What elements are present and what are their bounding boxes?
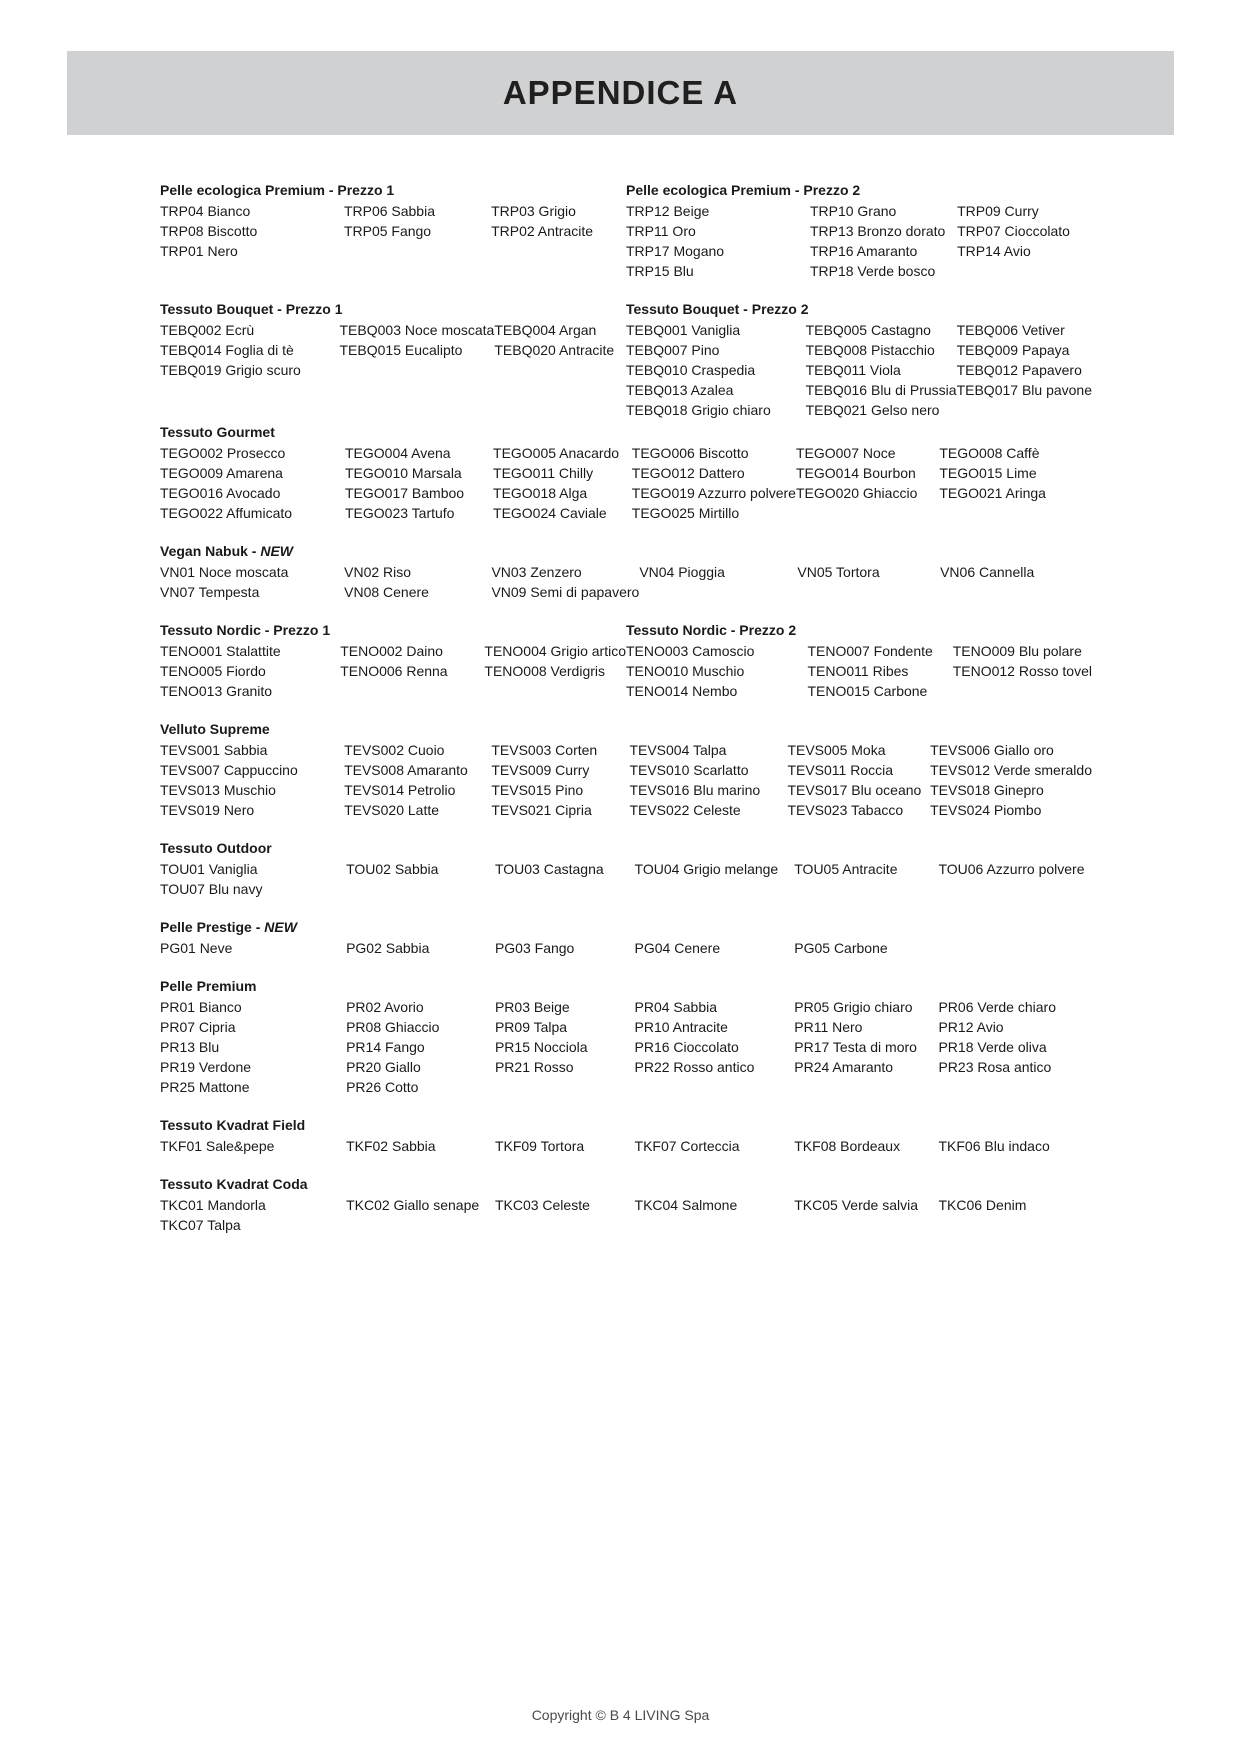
color-item: TKC02 Giallo senape — [346, 1197, 480, 1213]
color-item: PR06 Verde chiaro — [938, 999, 1056, 1015]
color-item: PR13 Blu — [160, 1039, 220, 1055]
color-item: TEGO024 Caviale — [493, 505, 607, 521]
section-band — [160, 838, 1092, 899]
color-item: TEVS013 Muschio — [160, 782, 276, 798]
color-item: TKF09 Tortora — [494, 1138, 585, 1154]
section-title — [160, 180, 626, 200]
color-item: PG05 Carbone — [794, 940, 888, 956]
color-item: TEGO025 Mirtillo — [631, 505, 740, 521]
section-band — [160, 1115, 1092, 1156]
color-item: TEBQ003 Noce moscata — [339, 322, 495, 338]
color-item: TEVS014 Petrolio — [344, 782, 456, 798]
page-title: APPENDICE A — [502, 74, 739, 111]
color-item: TEGO012 Dattero — [631, 465, 745, 481]
color-item: TOU07 Blu navy — [160, 881, 263, 897]
color-item: TRP06 Sabbia — [343, 203, 435, 219]
color-item: TEBQ010 Craspedia — [626, 362, 756, 378]
color-grid — [160, 938, 1092, 958]
color-item: TENO008 Verdigris — [484, 663, 605, 679]
section-title — [160, 422, 1092, 442]
section-band — [160, 917, 1092, 958]
color-item: TEVS016 Blu marino — [629, 782, 761, 798]
section-title — [626, 620, 1092, 640]
color-item: TKF01 Sale&pepe — [160, 1138, 275, 1154]
color-item: TEGO020 Ghiaccio — [795, 485, 918, 501]
header-bar — [67, 51, 1174, 135]
color-item: TEBQ013 Azalea — [626, 382, 734, 398]
color-item: TOU06 Azzurro polvere — [938, 861, 1085, 877]
section-title-text: Pelle Premium — [160, 978, 257, 994]
color-item: TEVS004 Talpa — [629, 742, 727, 758]
color-item: TEGO004 Avena — [345, 445, 451, 461]
color-item: TOU03 Castagna — [494, 861, 604, 877]
section-tessuto-nordic-prezzo-2 — [626, 620, 1092, 701]
color-item: TENO002 Daino — [340, 643, 443, 659]
color-item: PR04 Sabbia — [634, 999, 718, 1015]
color-item: TEBQ021 Gelso nero — [805, 402, 940, 418]
color-item: TKC03 Celeste — [494, 1197, 590, 1213]
color-item: TRP08 Biscotto — [160, 223, 258, 239]
color-item: TEBQ007 Pino — [626, 342, 720, 358]
color-grid — [626, 320, 1092, 420]
color-item: TEBQ008 Pistacchio — [805, 342, 935, 358]
color-item: TRP12 Beige — [626, 203, 710, 219]
color-item: TENO004 Grigio artico — [484, 643, 626, 659]
section-pelle-premium — [160, 976, 1092, 1097]
color-item: TEBQ015 Eucalipto — [339, 342, 463, 358]
color-item: TENO011 Ribes — [807, 663, 909, 679]
color-item: TEGO011 Chilly — [493, 465, 594, 481]
color-item: PR07 Cipria — [160, 1019, 236, 1035]
color-item: TEVS002 Cuoio — [344, 742, 445, 758]
color-item: TENO010 Muschio — [626, 663, 745, 679]
color-item: TEVS012 Verde smeraldo — [930, 762, 1092, 778]
footer — [0, 1705, 1241, 1725]
color-item: PR09 Talpa — [494, 1019, 568, 1035]
color-item: TEVS023 Tabacco — [787, 802, 904, 818]
color-item: TKC06 Denim — [938, 1197, 1027, 1213]
color-item: TEVS010 Scarlatto — [629, 762, 749, 778]
color-item: PR22 Rosso antico — [634, 1059, 755, 1075]
color-item: TOU01 Vaniglia — [160, 861, 258, 877]
color-item: PR24 Amaranto — [794, 1059, 894, 1075]
color-item: TEBQ020 Antracite — [494, 342, 615, 358]
color-item: PR18 Verde oliva — [938, 1039, 1047, 1055]
color-item: TEGO021 Aringa — [939, 485, 1046, 501]
section-tessuto-bouquet-prezzo-1 — [160, 299, 626, 420]
color-item: TENO009 Blu polare — [952, 643, 1082, 659]
color-item: TEBQ011 Viola — [805, 362, 901, 378]
color-item: TENO003 Camoscio — [626, 643, 755, 659]
color-item: TEGO017 Bamboo — [345, 485, 465, 501]
color-item: TEGO015 Lime — [939, 465, 1037, 481]
section-velluto-supreme — [160, 719, 1092, 820]
color-item: TEVS018 Ginepro — [930, 782, 1044, 798]
color-item: VN04 Pioggia — [639, 564, 725, 580]
section-tessuto-bouquet-prezzo-2 — [626, 299, 1092, 420]
color-item: TEVS005 Moka — [787, 742, 886, 758]
color-item: TEGO009 Amarena — [160, 465, 283, 481]
color-item: TEGO014 Bourbon — [795, 465, 916, 481]
color-grid — [160, 320, 626, 380]
color-item: TEVS020 Latte — [344, 802, 440, 818]
color-item: TKC07 Talpa — [160, 1217, 241, 1233]
section-band — [160, 976, 1092, 1097]
color-item: PR14 Fango — [346, 1039, 425, 1055]
color-item: PR17 Testa di moro — [794, 1039, 917, 1055]
color-item: TENO007 Fondente — [807, 643, 933, 659]
color-item: TRP03 Grigio — [491, 203, 576, 219]
section-title-text: Tessuto Outdoor — [160, 840, 272, 856]
color-item: TRP13 Bronzo dorato — [809, 223, 946, 239]
section-tessuto-gourmet — [160, 422, 1092, 523]
section-title — [160, 719, 1092, 739]
color-item: TKC04 Salmone — [634, 1197, 738, 1213]
color-item: TEBQ005 Castagno — [805, 322, 931, 338]
section-title-text: Tessuto Nordic - Prezzo 2 — [626, 622, 797, 638]
section-title — [160, 976, 1092, 996]
color-item: PR20 Giallo — [346, 1059, 421, 1075]
section-title — [160, 541, 1092, 561]
section-title-text: Pelle ecologica Premium - Prezzo 1 — [160, 182, 395, 198]
color-item: PG01 Neve — [160, 940, 233, 956]
new-badge: NEW — [260, 543, 294, 559]
color-item: PR25 Mattone — [160, 1079, 250, 1095]
new-badge: NEW — [264, 919, 297, 935]
color-item: PR23 Rosa antico — [938, 1059, 1052, 1075]
section-title-text: Tessuto Nordic - Prezzo 1 — [160, 622, 331, 638]
color-item: TRP02 Antracite — [491, 223, 594, 239]
color-item: TRP05 Fango — [343, 223, 432, 239]
section-band — [160, 719, 1092, 820]
section-title-text: Tessuto Kvadrat Coda — [160, 1176, 308, 1192]
section-title — [160, 838, 1092, 858]
color-grid — [160, 740, 1092, 820]
color-item: PR03 Beige — [494, 999, 570, 1015]
color-grid — [160, 1195, 1092, 1235]
color-item: PG02 Sabbia — [346, 940, 430, 956]
color-item: TENO006 Renna — [340, 663, 448, 679]
color-item: TKC01 Mandorla — [160, 1197, 266, 1213]
color-item: TEBQ017 Blu pavone — [956, 382, 1092, 398]
color-item: TKF08 Bordeaux — [794, 1138, 901, 1154]
color-item: VN08 Cenere — [344, 584, 429, 600]
color-item: VN02 Riso — [344, 564, 412, 580]
color-item: TRP09 Curry — [957, 203, 1039, 219]
color-item: TRP01 Nero — [160, 243, 238, 259]
section-title — [160, 917, 1092, 937]
color-item: PR15 Nocciola — [494, 1039, 588, 1055]
color-item: TEGO018 Alga — [493, 485, 588, 501]
section-band — [160, 299, 1092, 420]
color-item: TEGO006 Biscotto — [631, 445, 749, 461]
color-item: TEVS017 Blu oceano — [787, 782, 922, 798]
section-tessuto-outdoor — [160, 838, 1092, 899]
color-item: PR08 Ghiaccio — [346, 1019, 440, 1035]
color-item: TRP04 Bianco — [160, 203, 251, 219]
color-item: TEGO010 Marsala — [345, 465, 462, 481]
color-item: TENO012 Rosso tovel — [952, 663, 1092, 679]
color-item: PR10 Antracite — [634, 1019, 728, 1035]
color-item: TRP10 Grano — [809, 203, 897, 219]
color-item: PR19 Verdone — [160, 1059, 252, 1075]
color-item: TEBQ009 Papaya — [956, 342, 1070, 358]
section-tessuto-nordic-prezzo-1 — [160, 620, 626, 701]
color-item: TRP17 Mogano — [626, 243, 725, 259]
color-item: TRP14 Avio — [957, 243, 1031, 259]
color-item: PR16 Cioccolato — [634, 1039, 739, 1055]
color-item: PR11 Nero — [794, 1019, 863, 1035]
color-item: TEBQ002 Ecrù — [160, 322, 255, 338]
section-title-text: Tessuto Bouquet - Prezzo 2 — [626, 301, 809, 317]
section-title-text: Pelle ecologica Premium - Prezzo 2 — [626, 182, 861, 198]
color-item: TENO013 Granito — [160, 683, 273, 699]
color-item: TEGO023 Tartufo — [345, 505, 455, 521]
color-item: PG04 Cenere — [634, 940, 721, 956]
color-grid — [160, 997, 1092, 1097]
color-item: TOU05 Antracite — [794, 861, 898, 877]
section-band — [160, 541, 1092, 602]
section-title-text: Tessuto Gourmet — [160, 424, 275, 440]
color-item: TOU02 Sabbia — [346, 861, 439, 877]
color-item: TEVS009 Curry — [491, 762, 590, 778]
section-title — [160, 299, 626, 319]
section-title-text: Tessuto Bouquet - Prezzo 1 — [160, 301, 343, 317]
color-item: TKF02 Sabbia — [346, 1138, 436, 1154]
color-grid — [160, 1136, 1092, 1156]
section-title — [160, 1174, 1092, 1194]
section-title-text: Tessuto Kvadrat Field — [160, 1117, 306, 1133]
color-item: TEVS003 Corten — [491, 742, 598, 758]
color-item: TKF07 Corteccia — [634, 1138, 740, 1154]
section-title-text: Pelle Prestige - — [160, 919, 265, 935]
color-item: TENO014 Nembo — [626, 683, 738, 699]
color-item: TEGO007 Noce — [795, 445, 896, 461]
color-item: TEBQ012 Papavero — [956, 362, 1082, 378]
section-tessuto-kvadrat-coda — [160, 1174, 1092, 1235]
color-item: TEVS011 Roccia — [787, 762, 894, 778]
section-title — [160, 1115, 1092, 1135]
color-item: PR01 Bianco — [160, 999, 242, 1015]
color-grid — [160, 201, 626, 261]
section-title — [626, 180, 1092, 200]
color-item: TRP11 Oro — [626, 223, 696, 239]
color-grid — [626, 201, 1092, 281]
color-item: PR05 Grigio chiaro — [794, 999, 913, 1015]
color-item: TEGO005 Anacardo — [493, 445, 620, 461]
color-item: TRP18 Verde bosco — [809, 263, 936, 279]
color-item: TRP16 Amaranto — [809, 243, 918, 259]
color-item: TEBQ019 Grigio scuro — [160, 362, 301, 378]
color-item: TEBQ018 Grigio chiaro — [626, 402, 771, 418]
color-item: TEBQ004 Argan — [494, 322, 597, 338]
section-pelle-prestige — [160, 917, 1092, 958]
color-item: TENO005 Fiordo — [160, 663, 266, 679]
color-item: TEVS008 Amaranto — [344, 762, 468, 778]
color-item: VN05 Tortora — [797, 564, 880, 580]
color-item: TENO015 Carbone — [807, 683, 928, 699]
color-item: TKC05 Verde salvia — [794, 1197, 918, 1213]
footer-text: Copyright © B 4 LIVING Spa — [531, 1707, 710, 1723]
color-item: TEGO019 Azzurro polvere — [631, 485, 796, 501]
section-pelle-ecologica-premium-prezzo-2 — [626, 180, 1092, 281]
color-item: TEBQ016 Blu di Prussia — [805, 382, 957, 398]
section-title-text: Velluto Supreme — [160, 721, 270, 737]
color-grid — [160, 443, 1092, 523]
section-band — [160, 180, 1092, 281]
color-item: VN01 Noce moscata — [160, 564, 289, 580]
color-item: TEVS022 Celeste — [629, 802, 741, 818]
color-grid — [160, 562, 1092, 602]
color-item: TOU04 Grigio melange — [634, 861, 779, 877]
color-item: PR21 Rosso — [494, 1059, 574, 1075]
color-grid — [626, 641, 1092, 701]
color-item: TEGO008 Caffè — [939, 445, 1040, 461]
color-grid — [160, 859, 1092, 899]
color-item: TEVS006 Giallo oro — [930, 742, 1054, 758]
color-item: TEVS021 Cipria — [491, 802, 592, 818]
color-item: TEVS015 Pino — [491, 782, 584, 798]
color-item: TKF06 Blu indaco — [938, 1138, 1050, 1154]
color-item: TEVS024 Piombo — [930, 802, 1042, 818]
color-item: TRP15 Blu — [626, 263, 694, 279]
color-item: TEVS001 Sabbia — [160, 742, 268, 758]
color-item: TEGO016 Avocado — [160, 485, 281, 501]
section-band — [160, 422, 1092, 523]
section-band — [160, 620, 1092, 701]
color-item: VN07 Tempesta — [160, 584, 260, 600]
section-title — [160, 620, 626, 640]
color-item: PR12 Avio — [938, 1019, 1004, 1035]
color-item: VN03 Zenzero — [491, 564, 582, 580]
section-title-text: Vegan Nabuk - — [160, 543, 261, 559]
color-item: VN09 Semi di papavero — [491, 584, 640, 600]
color-item: TENO001 Stalattite — [160, 643, 281, 659]
color-item: PG03 Fango — [494, 940, 575, 956]
section-band — [160, 1174, 1092, 1235]
color-item: TRP07 Cioccolato — [957, 223, 1070, 239]
section-title — [626, 299, 1092, 319]
color-item: TEBQ006 Vetiver — [956, 322, 1065, 338]
section-vegan-nabuk — [160, 541, 1092, 602]
color-item: PR26 Cotto — [346, 1079, 419, 1095]
section-tessuto-kvadrat-field — [160, 1115, 1092, 1156]
color-item: TEGO022 Affumicato — [160, 505, 293, 521]
color-item: VN06 Cannella — [940, 564, 1035, 580]
color-item: TEVS019 Nero — [160, 802, 255, 818]
color-item: TEVS007 Cappuccino — [160, 762, 298, 778]
color-item: TEBQ001 Vaniglia — [626, 322, 741, 338]
color-item: TEGO002 Prosecco — [160, 445, 286, 461]
content — [160, 180, 1092, 1253]
section-pelle-ecologica-premium-prezzo-1 — [160, 180, 626, 281]
color-grid — [160, 641, 626, 701]
color-item: PR02 Avorio — [346, 999, 424, 1015]
color-item: TEBQ014 Foglia di tè — [160, 342, 294, 358]
